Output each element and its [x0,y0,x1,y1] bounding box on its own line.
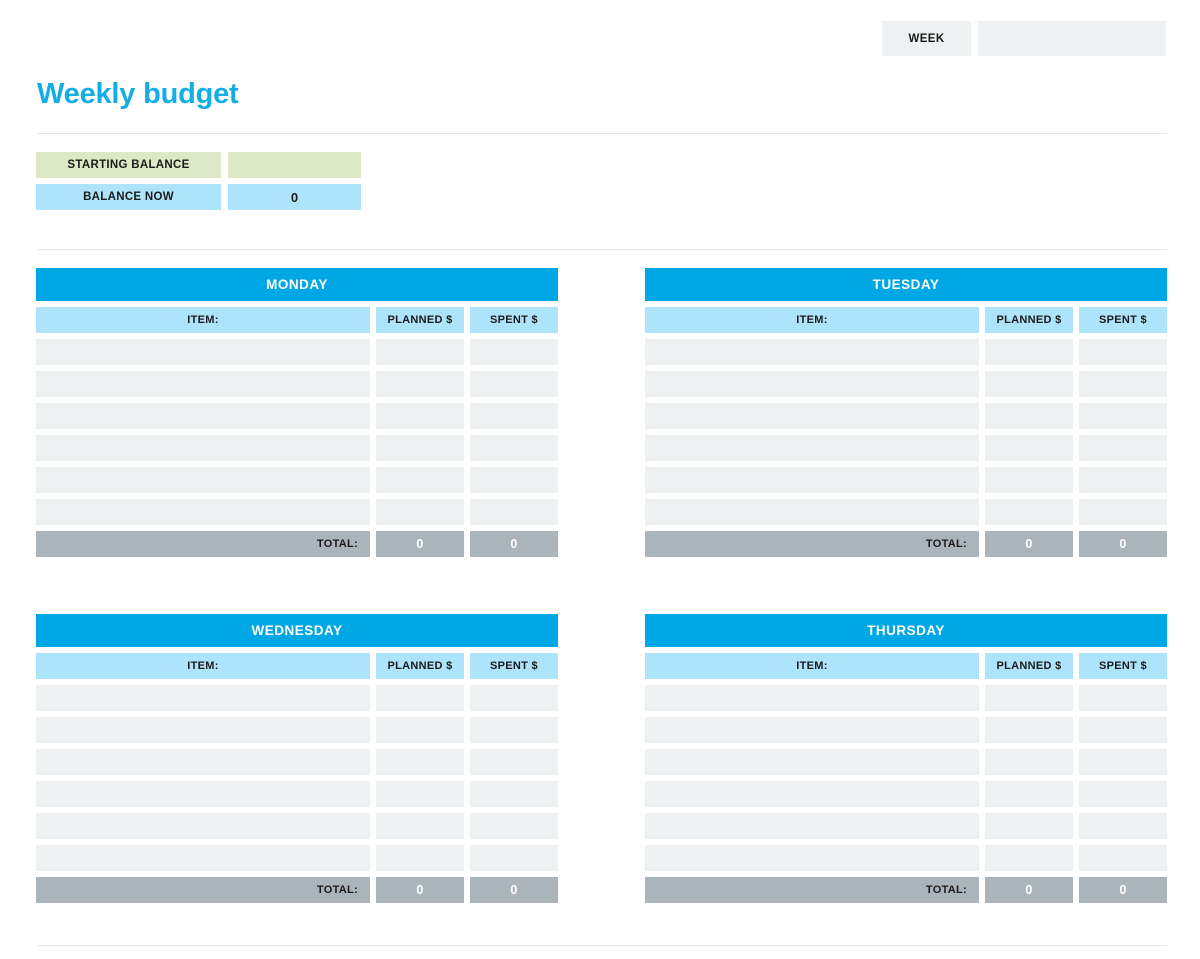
day-header-tuesday: TUESDAY [645,268,1167,301]
cell-spent[interactable] [470,499,558,525]
cell-spent[interactable] [1079,435,1167,461]
column-headers [36,653,558,679]
table-row [645,467,1167,493]
table-row [645,685,1167,711]
cell-spent[interactable] [470,435,558,461]
total-planned: 0 [985,531,1073,557]
divider-bottom [37,945,1167,946]
cell-planned[interactable] [376,845,464,871]
starting-balance-label: STARTING BALANCE [36,152,221,178]
cell-spent[interactable] [470,845,558,871]
day-header-wednesday: WEDNESDAY [36,614,558,647]
cell-item[interactable] [645,749,979,775]
cell-item[interactable] [36,813,370,839]
cell-planned[interactable] [985,499,1073,525]
table-row [645,403,1167,429]
week-input[interactable] [978,21,1166,56]
cell-planned[interactable] [376,781,464,807]
cell-spent[interactable] [470,467,558,493]
cell-spent[interactable] [1079,845,1167,871]
cell-item[interactable] [36,403,370,429]
cell-spent[interactable] [470,371,558,397]
cell-item[interactable] [36,435,370,461]
cell-item[interactable] [645,371,979,397]
header-planned: PLANNED $ [985,653,1073,679]
cell-spent[interactable] [470,403,558,429]
total-row [36,877,558,903]
table-row [645,499,1167,525]
cell-item[interactable] [645,339,979,365]
cell-spent[interactable] [1079,749,1167,775]
starting-balance-value[interactable] [228,152,361,178]
header-planned: PLANNED $ [376,307,464,333]
table-row [645,435,1167,461]
total-label: TOTAL: [645,877,979,903]
column-headers [645,307,1167,333]
cell-planned[interactable] [985,339,1073,365]
cell-planned[interactable] [985,781,1073,807]
cell-planned[interactable] [376,339,464,365]
total-planned: 0 [376,531,464,557]
total-spent: 0 [1079,877,1167,903]
cell-spent[interactable] [470,717,558,743]
balance-now-value: 0 [228,184,361,210]
cell-item[interactable] [645,781,979,807]
cell-spent[interactable] [1079,781,1167,807]
balance-now-row [36,184,361,210]
cell-item[interactable] [36,371,370,397]
cell-spent[interactable] [470,813,558,839]
cell-planned[interactable] [985,435,1073,461]
balance-now-label: BALANCE NOW [36,184,221,210]
cell-item[interactable] [645,499,979,525]
cell-planned[interactable] [376,403,464,429]
cell-spent[interactable] [1079,403,1167,429]
table-row [645,813,1167,839]
total-spent: 0 [470,531,558,557]
cell-planned[interactable] [985,371,1073,397]
cell-item[interactable] [645,467,979,493]
total-row [645,531,1167,557]
table-row [36,813,558,839]
balance-block [36,152,361,216]
header-spent: SPENT $ [470,307,558,333]
cell-planned[interactable] [985,749,1073,775]
header-spent: SPENT $ [470,653,558,679]
cell-item[interactable] [645,717,979,743]
cell-planned[interactable] [376,499,464,525]
cell-spent[interactable] [470,749,558,775]
cell-spent[interactable] [1079,813,1167,839]
cell-spent[interactable] [1079,499,1167,525]
day-header-monday: MONDAY [36,268,558,301]
cell-planned[interactable] [376,371,464,397]
table-row [645,339,1167,365]
cell-planned[interactable] [985,717,1073,743]
table-row [36,403,558,429]
cell-planned[interactable] [376,813,464,839]
day-table-tuesday [645,268,1167,557]
cell-planned[interactable] [985,685,1073,711]
cell-spent[interactable] [470,781,558,807]
cell-spent[interactable] [1079,685,1167,711]
total-spent: 0 [1079,531,1167,557]
cell-item[interactable] [645,403,979,429]
table-row [645,717,1167,743]
cell-spent[interactable] [1079,717,1167,743]
table-row [36,749,558,775]
cell-item[interactable] [36,781,370,807]
cell-item[interactable] [36,749,370,775]
cell-item[interactable] [36,717,370,743]
table-row [36,685,558,711]
table-row [645,781,1167,807]
header-spent: SPENT $ [1079,307,1167,333]
day-table-wednesday [36,614,558,903]
cell-planned[interactable] [376,435,464,461]
table-row [36,845,558,871]
page-title: Weekly budget [37,78,239,110]
cell-item[interactable] [36,339,370,365]
table-row [36,339,558,365]
cell-planned[interactable] [985,813,1073,839]
table-row [36,467,558,493]
table-row [645,749,1167,775]
header-spent: SPENT $ [1079,653,1167,679]
week-selector [882,21,1166,56]
cell-item[interactable] [645,685,979,711]
cell-item[interactable] [645,813,979,839]
cell-item[interactable] [36,845,370,871]
table-row [36,435,558,461]
week-label: WEEK [882,21,971,56]
day-table-monday [36,268,558,557]
cell-spent[interactable] [1079,339,1167,365]
divider-top [37,133,1167,134]
header-item: ITEM: [36,307,370,333]
cell-spent[interactable] [1079,371,1167,397]
header-item: ITEM: [645,307,979,333]
header-planned: PLANNED $ [376,653,464,679]
total-planned: 0 [985,877,1073,903]
header-item: ITEM: [645,653,979,679]
table-row [36,371,558,397]
cell-planned[interactable] [985,467,1073,493]
table-row [36,717,558,743]
cell-item[interactable] [645,435,979,461]
day-header-thursday: THURSDAY [645,614,1167,647]
cell-planned[interactable] [376,717,464,743]
cell-item[interactable] [645,845,979,871]
cell-planned[interactable] [376,685,464,711]
total-label: TOTAL: [36,877,370,903]
day-table-thursday [645,614,1167,903]
table-row [645,371,1167,397]
cell-spent[interactable] [470,685,558,711]
table-row [645,845,1167,871]
total-planned: 0 [376,877,464,903]
total-spent: 0 [470,877,558,903]
total-label: TOTAL: [645,531,979,557]
divider-middle [37,249,1167,250]
header-item: ITEM: [36,653,370,679]
total-label: TOTAL: [36,531,370,557]
column-headers [645,653,1167,679]
header-planned: PLANNED $ [985,307,1073,333]
total-row [645,877,1167,903]
table-row [36,499,558,525]
starting-balance-row [36,152,361,178]
cell-spent[interactable] [470,339,558,365]
cell-item[interactable] [36,685,370,711]
column-headers [36,307,558,333]
cell-planned[interactable] [376,749,464,775]
cell-planned[interactable] [376,467,464,493]
cell-spent[interactable] [1079,467,1167,493]
cell-planned[interactable] [985,403,1073,429]
table-row [36,781,558,807]
cell-planned[interactable] [985,845,1073,871]
total-row [36,531,558,557]
cell-item[interactable] [36,499,370,525]
cell-item[interactable] [36,467,370,493]
